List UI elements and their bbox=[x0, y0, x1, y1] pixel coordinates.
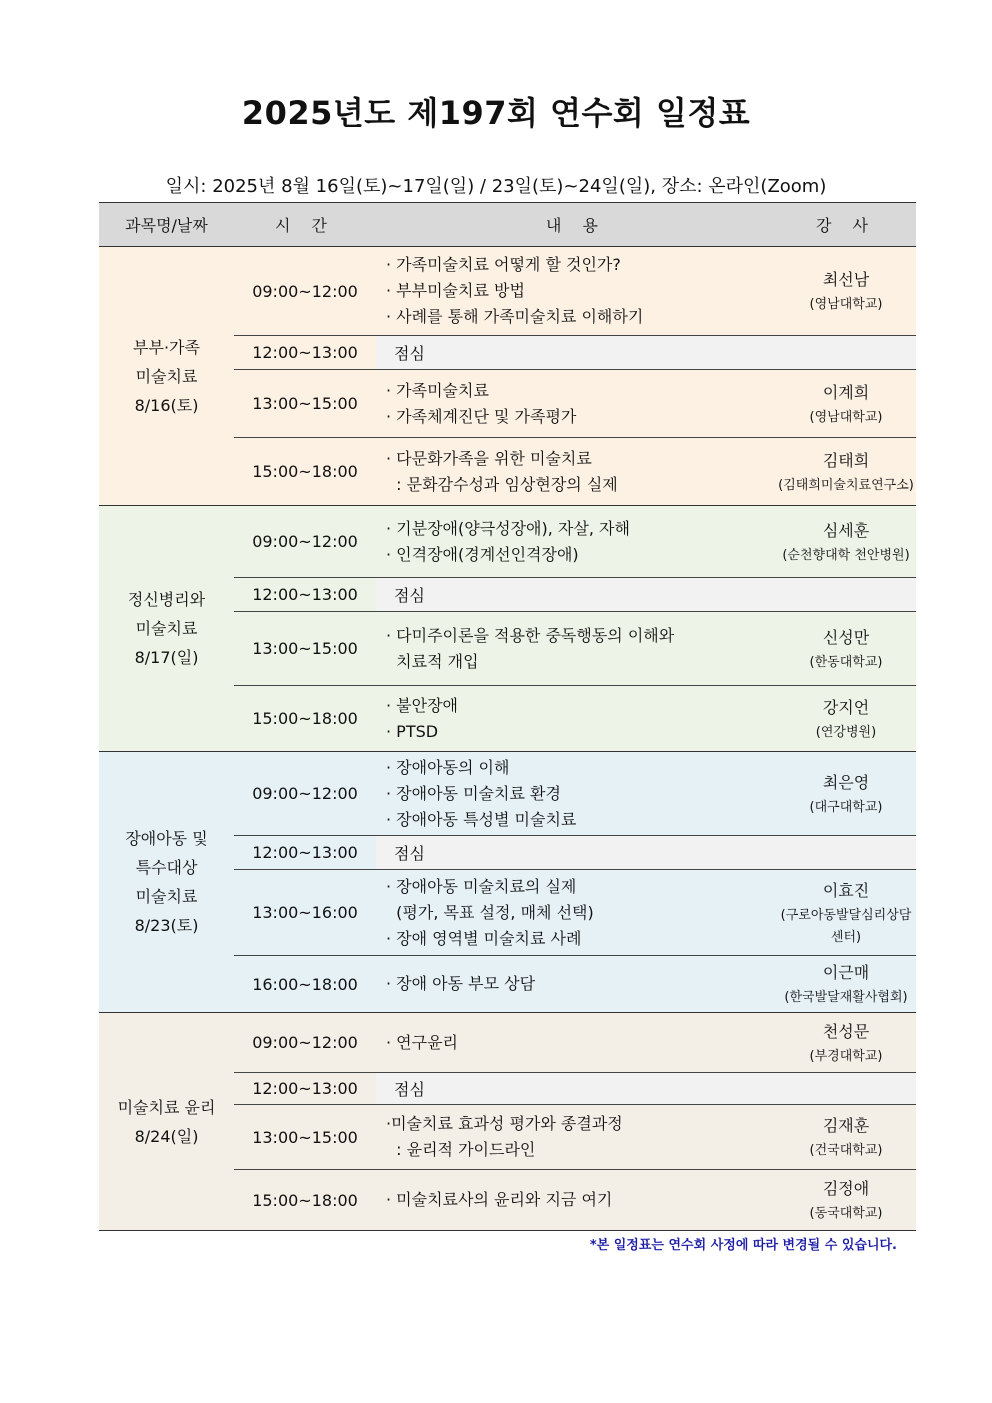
lecturer-affiliation: (순천향대학 천안병원) bbox=[782, 547, 910, 563]
subject-line: 미술치료 bbox=[135, 619, 198, 638]
content-cell bbox=[376, 686, 776, 752]
lecturer-cell bbox=[776, 956, 916, 1013]
content-line: · 가족체계진단 및 가족평가 bbox=[386, 406, 577, 426]
subject-line: 미술치료 bbox=[135, 366, 198, 386]
lecturer-affiliation: (한국발달재활사협회) bbox=[784, 990, 908, 1005]
header-time: 시 간 bbox=[234, 203, 376, 247]
time-cell: 09:00~12:00 bbox=[234, 247, 376, 336]
header-row bbox=[99, 203, 916, 247]
content-line: · 장애 영역별 미술치료 사례 bbox=[386, 928, 582, 948]
subject-line: 부부·가족 bbox=[133, 337, 200, 357]
lecturer-affiliation: (영남대학교) bbox=[809, 297, 883, 312]
lecturer-affiliation: (김태희미술치료연구소) bbox=[778, 477, 914, 493]
lecturer-name: 최은영 bbox=[822, 772, 870, 792]
lecturer-name: 이효진 bbox=[822, 880, 870, 900]
time-cell: 15:00~18:00 bbox=[234, 438, 376, 506]
lecturer-name: 신성만 bbox=[822, 627, 870, 647]
subject-line: 8/16(토) bbox=[134, 395, 199, 415]
content-cell bbox=[376, 438, 776, 506]
subject-line: 미술치료 bbox=[135, 887, 198, 906]
time-cell: 13:00~16:00 bbox=[234, 870, 376, 956]
session-row bbox=[99, 752, 916, 836]
header-content: 내 용 bbox=[376, 203, 776, 247]
time-cell: 13:00~15:00 bbox=[234, 1105, 376, 1170]
footnote: *본 일정표는 연수회 사정에 따라 변경될 수 있습니다. bbox=[589, 1238, 897, 1253]
content-line: · 장애아동 미술치료 환경 bbox=[386, 783, 561, 803]
subject-line: 정신병리와 bbox=[127, 590, 206, 609]
content-line: · 가족미술치료 어떻게 할 것인가? bbox=[386, 255, 621, 274]
content-line: · 연구윤리 bbox=[386, 1032, 458, 1052]
session-row bbox=[99, 247, 916, 336]
time-cell: 12:00~13:00 bbox=[234, 1073, 376, 1105]
lecturer-cell bbox=[776, 1170, 916, 1231]
lunch-label: 점심 bbox=[376, 836, 916, 870]
lecturer-cell bbox=[776, 247, 916, 336]
time-cell: 09:00~12:00 bbox=[234, 506, 376, 578]
content-line: · 다문화가족을 위한 미술치료 bbox=[386, 448, 592, 468]
lecturer-affiliation: (부경대학교) bbox=[809, 1048, 883, 1064]
lecturer-cell bbox=[776, 438, 916, 506]
content-line: (평가, 목표 설정, 매체 선택) bbox=[386, 902, 594, 922]
lecturer-name: 김정애 bbox=[822, 1179, 870, 1198]
content-cell bbox=[376, 870, 776, 956]
time-cell: 09:00~12:00 bbox=[234, 752, 376, 836]
session-row bbox=[99, 1013, 916, 1073]
time-cell: 15:00~18:00 bbox=[234, 686, 376, 752]
lecturer-affiliation: (동국대학교) bbox=[809, 1206, 883, 1221]
header-lecturer: 강 사 bbox=[776, 203, 916, 247]
header-subject: 과목명/날짜 bbox=[99, 203, 234, 247]
lecturer-cell bbox=[776, 1013, 916, 1073]
subject-cell bbox=[99, 247, 234, 506]
lecturer-cell bbox=[776, 1105, 916, 1170]
content-line: · 미술치료사의 윤리와 지금 여기 bbox=[386, 1190, 613, 1209]
lecturer-name: 심세훈 bbox=[822, 520, 870, 540]
content-line: · 장애아동 미술치료의 실제 bbox=[386, 876, 577, 896]
lecturer-affiliation: (한동대학교) bbox=[809, 654, 883, 670]
time-cell: 13:00~15:00 bbox=[234, 612, 376, 686]
lecturer-affiliation: (대구대학교) bbox=[809, 799, 883, 815]
lecturer-name: 최선남 bbox=[822, 270, 870, 289]
schedule-body bbox=[99, 247, 916, 1231]
content-line: · 불안장애 bbox=[386, 695, 458, 715]
time-cell: 13:00~15:00 bbox=[234, 370, 376, 438]
lecturer-name: 김태희 bbox=[822, 450, 870, 470]
lecturer-name: 이근매 bbox=[822, 963, 870, 982]
lecturer-cell bbox=[776, 752, 916, 836]
time-cell: 12:00~13:00 bbox=[234, 578, 376, 612]
content-line: : 문화감수성과 임상현장의 실제 bbox=[386, 474, 618, 494]
time-cell: 15:00~18:00 bbox=[234, 1170, 376, 1231]
content-line: · 부부미술치료 방법 bbox=[386, 281, 525, 300]
time-cell: 09:00~12:00 bbox=[234, 1013, 376, 1073]
content-line: · 장애 아동 부모 상담 bbox=[386, 974, 536, 993]
lunch-label: 점심 bbox=[376, 578, 916, 612]
lecturer-cell bbox=[776, 612, 916, 686]
lecturer-cell bbox=[776, 370, 916, 438]
schedule-table bbox=[99, 202, 916, 1231]
subject-line: 8/23(토) bbox=[134, 916, 199, 935]
subject-cell bbox=[99, 1013, 234, 1231]
subject-line: 장애아동 및 bbox=[125, 829, 208, 848]
content-line: : 윤리적 가이드라인 bbox=[386, 1140, 536, 1159]
subject-cell bbox=[99, 506, 234, 752]
content-cell bbox=[376, 247, 776, 336]
lecturer-name: 천성문 bbox=[822, 1021, 870, 1041]
lecturer-affiliation: (건국대학교) bbox=[809, 1143, 883, 1158]
page-title: 2025년도 제197회 연수회 일정표 bbox=[241, 94, 751, 132]
subject-line: 8/24(일) bbox=[134, 1126, 199, 1146]
content-cell bbox=[376, 1105, 776, 1170]
lecturer-cell bbox=[776, 506, 916, 578]
lecturer-cell bbox=[776, 686, 916, 752]
content-line: · 인격장애(경계선인격장애) bbox=[386, 544, 579, 564]
content-line: · 장애아동 특성별 미술치료 bbox=[386, 809, 577, 829]
lecturer-affiliation: (영남대학교) bbox=[809, 409, 883, 425]
subject-line: 특수대상 bbox=[135, 858, 198, 877]
content-line: · 기분장애(양극성장애), 자살, 자해 bbox=[386, 518, 630, 538]
content-line: · PTSD bbox=[386, 721, 439, 741]
content-line: 치료적 개입 bbox=[386, 651, 479, 671]
time-cell: 12:00~13:00 bbox=[234, 836, 376, 870]
content-line: · 가족미술치료 bbox=[386, 380, 489, 400]
content-cell bbox=[376, 612, 776, 686]
session-row bbox=[99, 506, 916, 578]
content-cell bbox=[376, 956, 776, 1013]
time-cell: 16:00~18:00 bbox=[234, 956, 376, 1013]
content-cell bbox=[376, 370, 776, 438]
content-line: · 장애아동의 이해 bbox=[386, 757, 510, 777]
content-line: ·미술치료 효과성 평가와 종결과정 bbox=[386, 1114, 623, 1133]
schedule-info: 일시: 2025년 8월 16일(토)~17일(일) / 23일(토)~24일(일), 장소: 온라인(Zoom) bbox=[165, 176, 827, 197]
subject-cell bbox=[99, 752, 234, 1013]
subject-line: 8/17(일) bbox=[134, 648, 199, 667]
lunch-label: 점심 bbox=[376, 336, 916, 370]
lecturer-affiliation: (연강병원) bbox=[815, 724, 877, 740]
lecturer-name: 이계희 bbox=[822, 382, 870, 402]
content-line: · 다미주이론을 적용한 중독행동의 이해와 bbox=[386, 625, 675, 645]
lecturer-name: 김재훈 bbox=[822, 1116, 870, 1135]
subject-line: 미술치료 윤리 bbox=[117, 1097, 216, 1117]
lecturer-cell bbox=[776, 870, 916, 956]
content-cell bbox=[376, 752, 776, 836]
content-cell bbox=[376, 1170, 776, 1231]
content-cell bbox=[376, 506, 776, 578]
time-cell: 12:00~13:00 bbox=[234, 336, 376, 370]
lecturer-affiliation: (구로아동발달심리상담센터) bbox=[780, 907, 912, 945]
lunch-label: 점심 bbox=[376, 1073, 916, 1105]
content-line: · 사례를 통해 가족미술치료 이해하기 bbox=[386, 307, 644, 326]
content-cell bbox=[376, 1013, 776, 1073]
lecturer-name: 강지언 bbox=[822, 697, 870, 717]
